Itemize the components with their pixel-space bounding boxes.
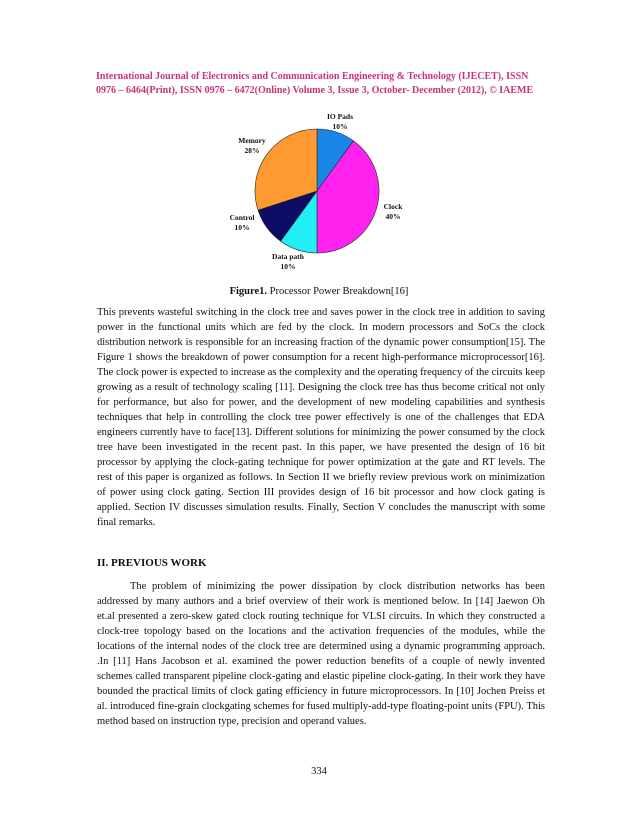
- journal-header-line2: 0976 – 6464(Print), ISSN 0976 – 6472(Online) Volume 3, Issue 3, October- December (2012), © IAEME: [96, 85, 534, 96]
- journal-header-line1: International Journal of Electronics and Communication Engineering & Technology (IJECET), ISSN: [96, 71, 529, 82]
- label-io-pads-name: IO Pads: [326, 112, 354, 121]
- label-clock-name: Clock: [383, 202, 403, 211]
- page-number: 334: [311, 766, 327, 777]
- label-control-name: Control: [229, 213, 255, 222]
- label-memory-name: Memory: [238, 136, 266, 145]
- label-clock-value: 40%: [385, 212, 401, 221]
- figure-caption: [0, 286, 638, 297]
- section-heading-previous-work: II. PREVIOUS WORK: [97, 557, 207, 569]
- label-data-path-name: Data path: [272, 252, 304, 261]
- power-breakdown-figure: [228, 108, 418, 273]
- pie-chart: [228, 108, 418, 273]
- body-paragraph-1: This prevents wasteful switching in the clock tree and saves power in the clock tree in addition to saving power in the functional units which are fed by the clock. In modern processors and SoCs the clock distribution network is responsible for an increasing fraction of the dynamic power consumption[15]. The Figure 1 shows the breakdown of power consumption for a recent high-performance microprocessor[16]. The clock power is expected to increase as the complexity and the operating frequency of the circuits keep growing as a result of technology scaling [11]. Designing the clock tree has thus become critical not only for performance, but also for power, and the development of new modeling capabilities and synthesis techniques that help in controlling the clock tree power effectively is one of the challenges that EDA engineers currently have to face[13]. Different solutions for minimizing the power consumed by the clock tree have been investigated in the recent past. In this paper, we have presented the design of 16 bit processor by applying the clock-gating technique for power optimization at the gate and RT levels. The rest of this paper is organized as follows. In Section II we briefly review previous work on minimization of power using clock gating. Section III provides design of 16 bit processor and how clock gating is applied. Section IV discusses simulation results. Finally, Section V concludes the manuscript with some final remarks.: [97, 307, 545, 528]
- label-memory-value: 28%: [244, 146, 260, 155]
- label-io-pads-value: 10%: [332, 122, 348, 131]
- label-control-value: 10%: [234, 223, 250, 232]
- body-paragraph-2: The problem of minimizing the power dissipation by clock distribution networks has been addressed by many authors and a brief overview of their work is mentioned below. In [14] Jaewon Oh et.al presented a zero-skew gated clock routing technique for VLSI circuits. In which they constructed a clock-tree topology based on the locations and the activation frequencies of the modules, while the locations of the internal nodes of the clock tree are determined using a dynamic programming approach. .In [11] Hans Jacobson et al. examined the power reduction benefits of a couple of newly invented schemes called transparent pipeline clock-gating and elastic pipeline clock-gating. In their work they have bounded the practical limits of clock gating efficiency in future microprocessors. In [10] Jochen Preiss et al. introduced fine-grain clockgating schemes for fused multiply-add-type floating-point units (FPU). This method based on instruction type, precision and operand values.: [97, 581, 545, 727]
- journal-header: [96, 70, 556, 98]
- figure-caption-text: Processor Power Breakdown[16]: [267, 286, 409, 297]
- figure-caption-label: Figure1.: [229, 286, 267, 297]
- label-data-path-value: 10%: [280, 262, 296, 271]
